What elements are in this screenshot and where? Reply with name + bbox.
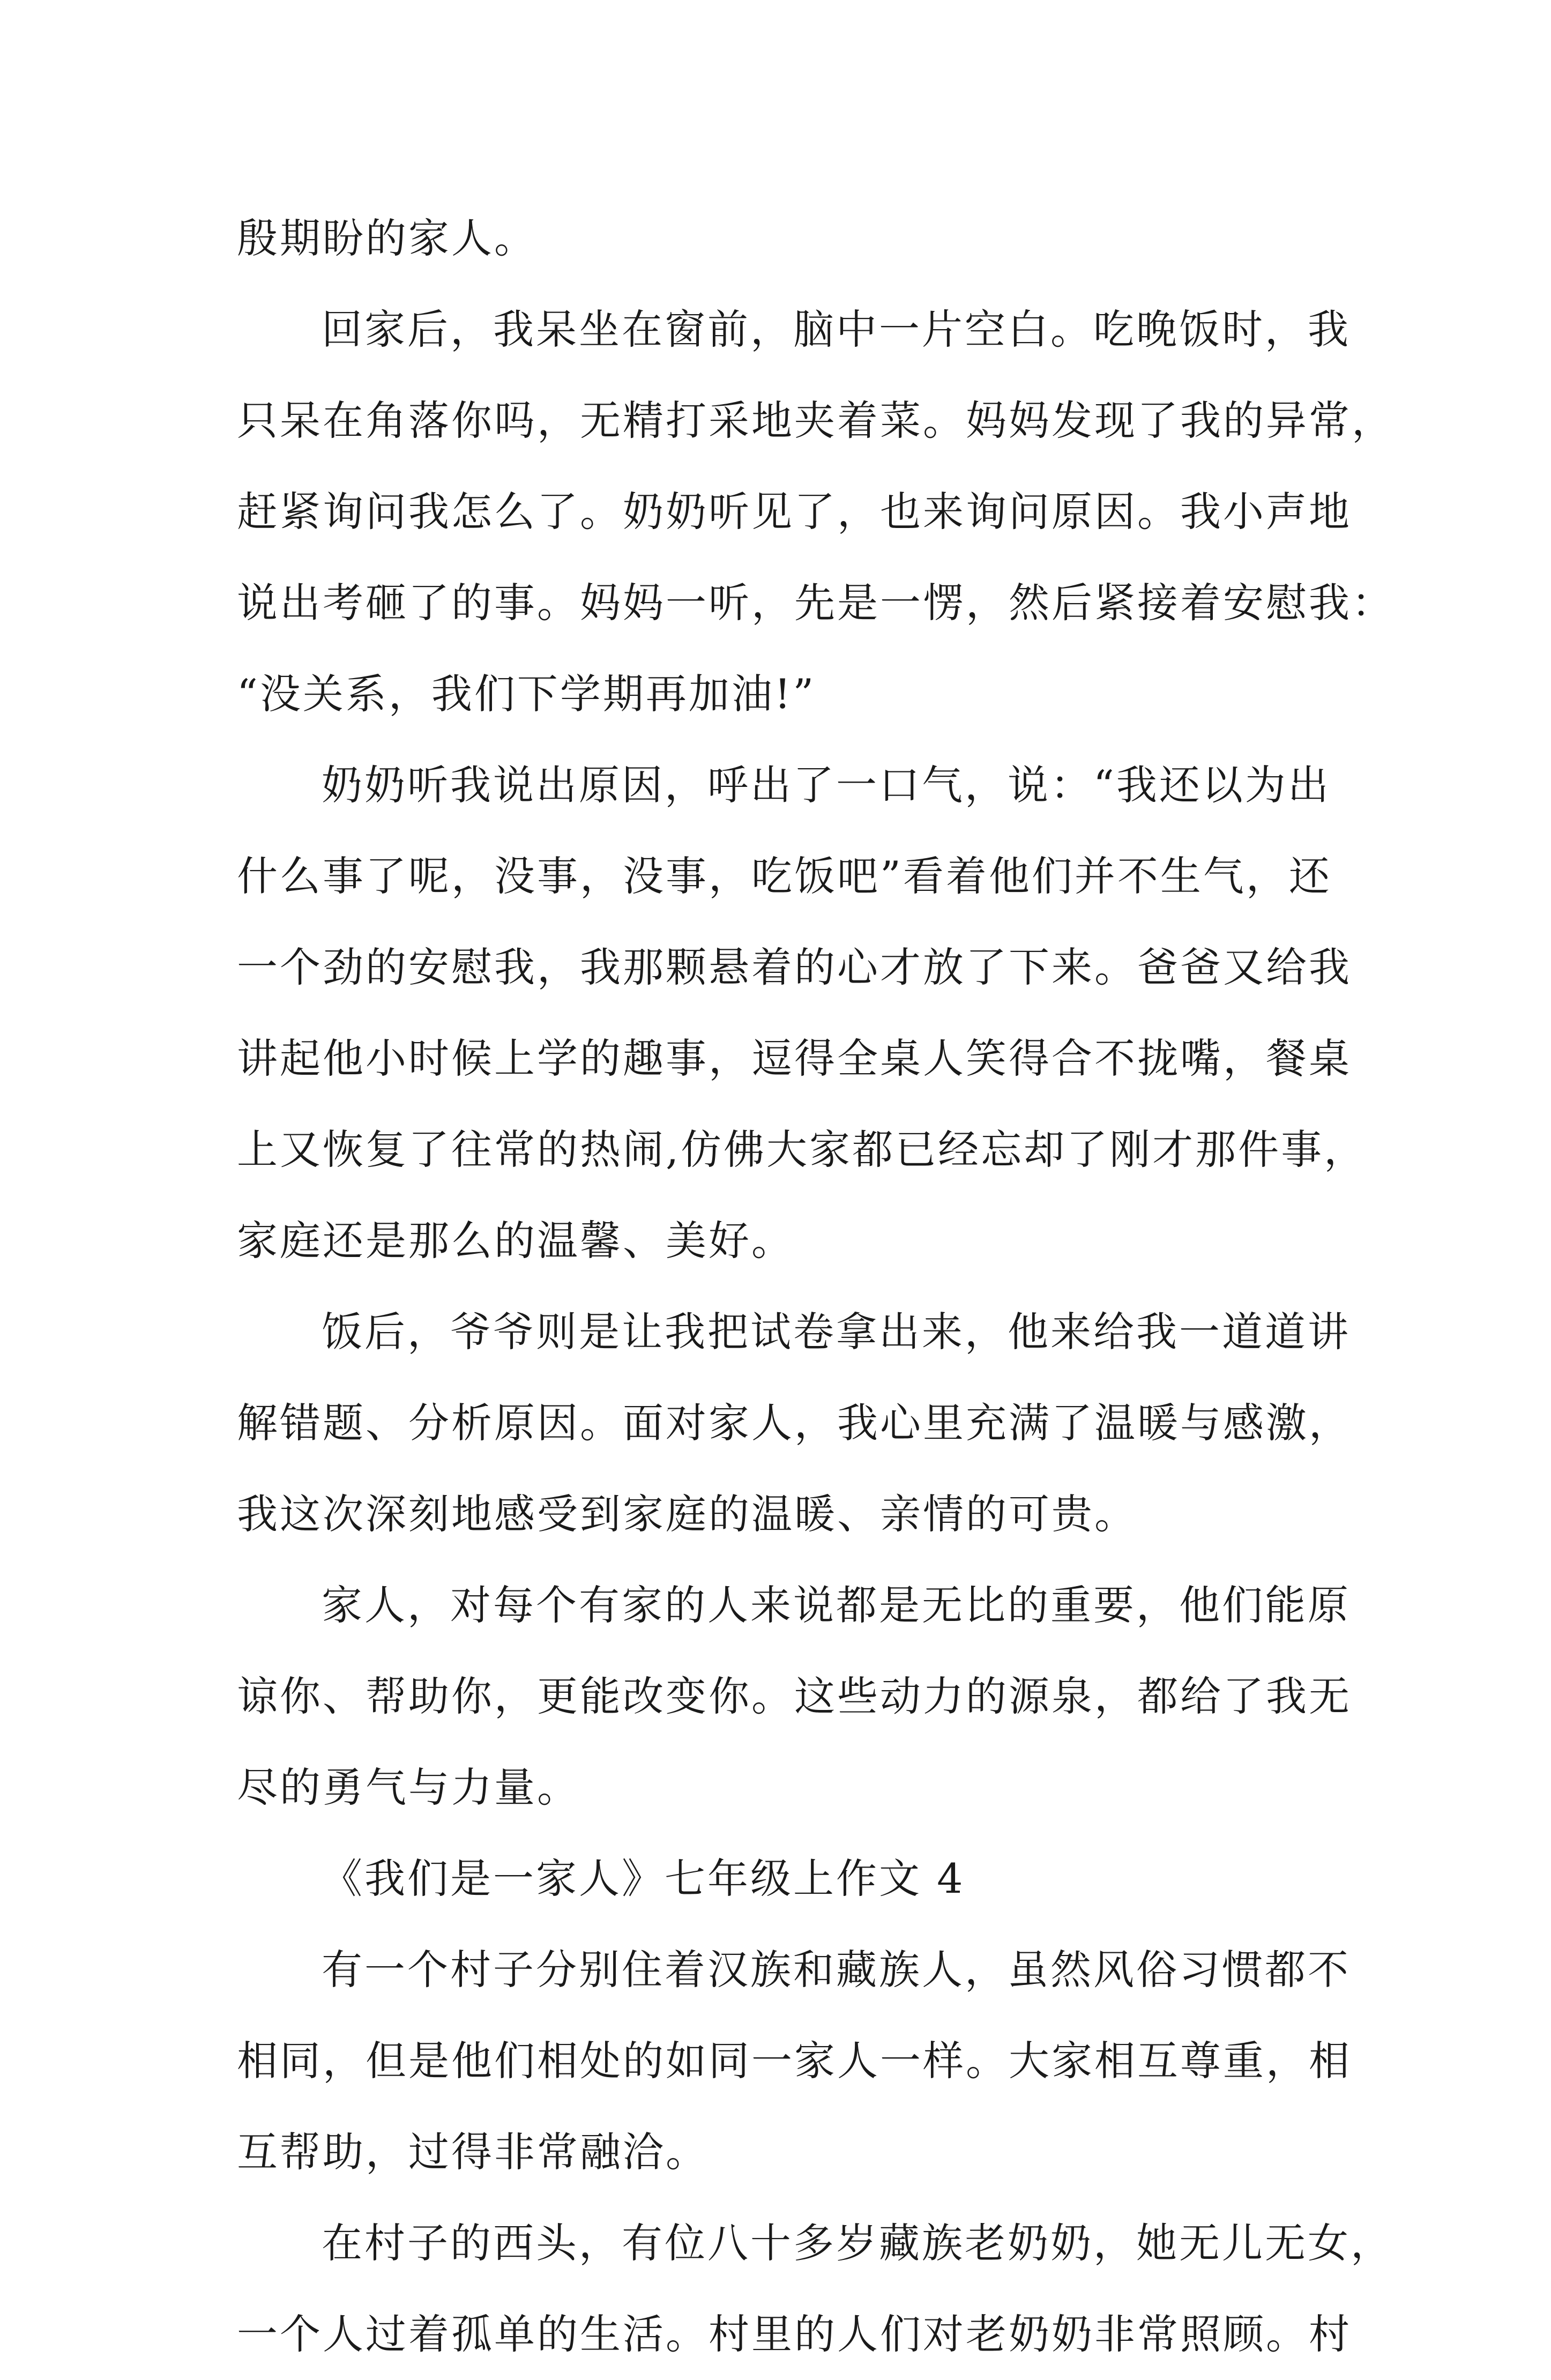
text-line: 说出考砸了的事。妈妈一听，先是一愣，然后紧接着安慰我：	[237, 579, 1395, 627]
text-line: 尽的勇气与力量。	[237, 1764, 580, 1811]
text-line: 解错题、分析原因。面对家人，我心里充满了温暖与感激，	[237, 1399, 1352, 1447]
text-line: 我这次深刻地感受到家庭的温暖、亲情的可贵。	[237, 1490, 1137, 1538]
paragraph-start-line: 有一个村子分别住着汉族和藏族人，虽然风俗习惯都不	[322, 1946, 1351, 1994]
text-line: 一个劲的安慰我，我那颗悬着的心才放了下来。爸爸又给我	[237, 943, 1352, 991]
paragraph-start-line: 奶奶听我说出原因，呼出了一口气，说：“我还以为出	[322, 761, 1331, 809]
text-line: 赶紧询问我怎么了。奶奶听见了，也来询问原因。我小声地	[237, 488, 1352, 536]
text-line: 一个人过着孤单的生活。村里的人们对老奶奶非常照顾。村	[237, 2310, 1352, 2358]
text-line: 讲起他小时候上学的趣事，逗得全桌人笑得合不拢嘴，餐桌	[237, 1035, 1352, 1082]
text-line: 上又恢复了往常的热闹,仿佛大家都已经忘却了刚才那件事，	[237, 1126, 1367, 1173]
paragraph-start-line: 家人，对每个有家的人来说都是无比的重要，他们能原	[322, 1581, 1351, 1629]
text-line: “没关系，我们下学期再加油!”	[237, 670, 816, 718]
text-line: 相同，但是他们相处的如同一家人一样。大家相互尊重，相	[237, 2037, 1352, 2085]
paragraph-start-line: 在村子的西头，有位八十多岁藏族老奶奶，她无儿无女，	[322, 2219, 1393, 2267]
text-line: 什么事了呢，没事，没事，吃饭吧”看着他们并不生气，还	[237, 852, 1332, 900]
text-line: 互帮助，过得非常融洽。	[237, 2128, 709, 2176]
text-line: 家庭还是那么的温馨、美好。	[237, 1217, 794, 1265]
text-line: 只呆在角落你吗，无精打采地夹着菜。妈妈发现了我的异常，	[237, 397, 1395, 444]
section-heading: 《我们是一家人》七年级上作文 4	[322, 1855, 965, 1902]
paragraph-start-line: 饭后，爷爷则是让我把试卷拿出来，他来给我一道道讲	[322, 1308, 1351, 1356]
text-line: 谅你、帮助你，更能改变你。这些动力的源泉，都给了我无	[237, 1672, 1352, 1720]
paragraph-start-line: 回家后，我呆坐在窗前，脑中一片空白。吃晚饭时，我	[322, 306, 1351, 353]
text-line: 殷期盼的家人。	[237, 214, 537, 262]
essay-body	[237, 193, 1395, 2380]
